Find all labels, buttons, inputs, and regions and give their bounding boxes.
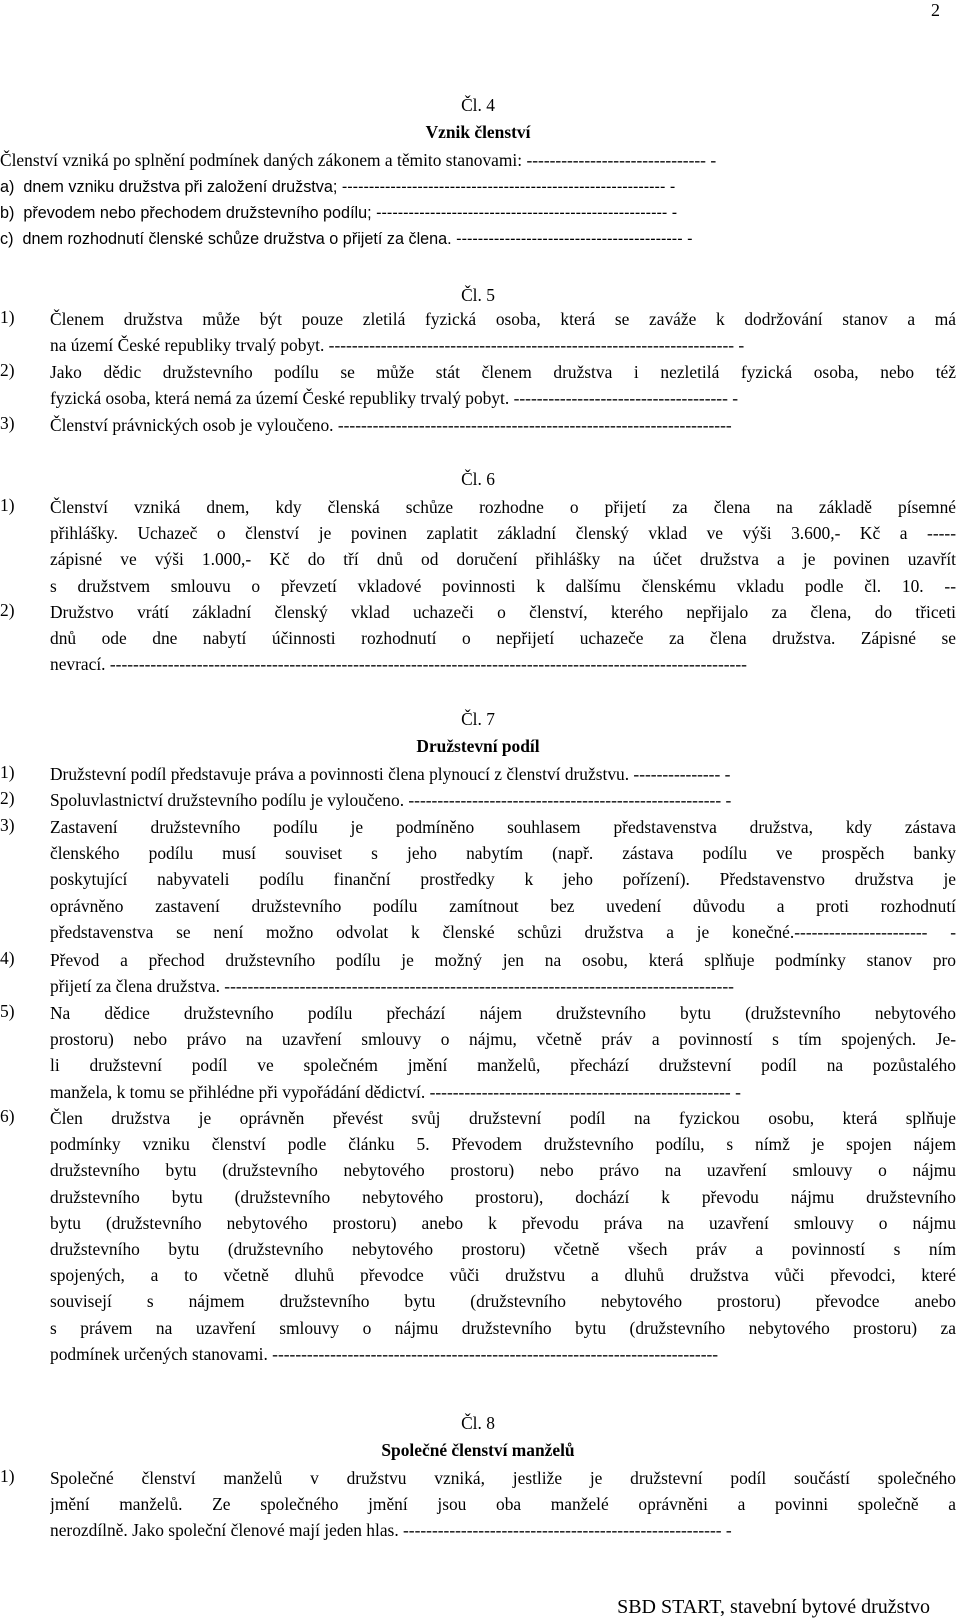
article-4-intro: Členství vzniká po splnění podmínek daných zákonem a těmito stanovami: ------------------------------- - — [0, 150, 717, 170]
article-4-item-b: b) převodem nebo přechodem družstevního podílu; ------------------------------------------------------ - — [0, 204, 678, 222]
document-page: 2 Čl. 4 Vznik členství Členství vzniká po splnění podmínek daných zákonem a těmito stanovami: ------------------------------- - a) dnem vzniku družstva při založení družstva; ------------------------------------------------------------ - b) převodem nebo přechodem družstevního podílu; ------------------------------------------------------ - c) dnem rozhodnutí členské schůze družstva o přijetí za člena. ------------------------------------------ - Čl. 5 1) Členem družstva může být pouze zletilá fyzická osoba, která se zaváže k dodržování stanov a má na území České republiky trvalý pobyt. ---------------------------------------------------------------------- - 2) Jako dědic družstevního podílu se může stát členem družstva i nezletilá fyzická osoba, nebo též fyzická osoba, která nemá za území České republiky trvalý pobyt. ------------------------------------- - 3) Členství právnických osob je vyloučeno. -------------------------------------------------------------------- Čl. 6 1) Členství vzniká dnem, kdy členská schůze rozhodne o přijetí za člena na základě písemné přihlášky. Uchazeč o členství je povinen zaplatit základní členský vklad ve výši 3.600,- Kč a ----- zápisné ve výši 1.000,- Kč do tří dnů od doručení přihlášky na účet družstva a je povinen uzavřít s družstvem smlouvu o převzetí vkladové povinnosti k dalšímu členskému vkladu podle čl. 10. -- 2) Družstvo vrátí základní členský vklad uchazeči o členství, kterého nepřijalo za člena, do třiceti dnů ode dne nabytí účinnosti rozhodnutí o nepřijetí uchazeče za člena družstva. Zápisné se nevrací. -------------------------------------------------------------------------------------------------------------- Čl. 7 Družstevní podíl 1) Družstevní podíl představuje práva a povinnosti člena plynoucí z členství družstvu. --------------- - 2) Spoluvlastnictví družstevního podílu je vyloučeno. ------------------------------------------------------ - 3) Zastavení družstevního podílu je podmíněno souhlasem představenstva družstva, kdy zástava členského podílu musí souviset s jeho nabytím (např. zástava podílu ve prospěch banky poskytující nabyvateli podílu finanční prostředky k jeho pořízení). Představenstvo družstva je oprávněno zastavení družstevního podílu zamítnout bez uvedení důvodu a proti rozhodnutí představenstva se není možno odvolat k členské schůzi družstva a je konečné.----------------------- - 4) Převod a přechod družstevního podílu je možný jen na osobu, která splňuje podmínky stanov pro přijetí za člena družstva. ---------------------------------------------------------------------------------------- 5) Na dědice družstevního podílu přechází nájem družstevního bytu (družstevního nebytového prostoru) nebo právo na uzavření smlouvy o nájmu, včetně práv a povinností s tím spojených. Je- li družstevní podíl ve společném jmění manželů, přechází družstevní podíl na pozůstalého manžela, k tomu se přihlédne při vypořádání dědictví. ---------------------------------------------------- - 6) Člen družstva je oprávněn převést svůj družstevní podíl na fyzickou osobu, která splňuje podmínky vzniku členství podle článku 5. Převodem družstevního podílu, s nímž je spojen nájem družstevního bytu (družstevního nebytového prostoru) nebo právo na uzavření smlouvy o nájmu družstevního bytu (družstevního nebytového prostoru), dochází k převodu nájmu družstevního bytu (družstevního nebytového prostoru) anebo k převodu práva na uzavření smlouvy o nájmu družstevního bytu (družstevního nebytového prostoru) včetně všech práv a povinností s ním spojených, a to včetně dluhů převodce vůči družstvu a dluhů družstva vůči převodci, které souvisejí s nájmem družstevního bytu (družstevního nebytového prostoru) převodce anebo s právem na uzavření smlouvy o nájmu družstevního bytu (družstevního nebytového prostoru) za podmínek určených stanovami. ----------------------------------------------------------------------------- Čl. 8 Společné členství manželů 1) Společné členství manželů v družstvu vzniká, jestliže je družstevní podíl součástí společného jmění manželů. Ze společného jmění jsou oba manželé oprávněni a povinni společně a nerozdílně. Jako společní členové mají jeden hlas. ------------------------------------------------------- - SBD START, stavební bytové družstvo — [0, 0, 956, 1618]
article-5-number: Čl. 5 — [461, 285, 495, 305]
article-6-number: Čl. 6 — [461, 469, 495, 489]
article-4-item-c: c) dnem rozhodnutí členské schůze družstva o přijetí za člena. ------------------------------------------ - — [0, 230, 693, 248]
footer-organization: SBD START, stavební bytové družstvo — [617, 1596, 930, 1618]
article-4-number: Čl. 4 — [461, 95, 495, 115]
page-number: 2 — [931, 0, 940, 20]
article-7-number: Čl. 7 — [461, 709, 495, 729]
article-8-title: Společné členství manželů — [381, 1440, 575, 1460]
article-7-title: Družstevní podíl — [416, 736, 540, 756]
article-4-item-a: a) dnem vzniku družstva při založení družstva; ------------------------------------------------------------ - — [0, 178, 676, 196]
article-8-number: Čl. 8 — [461, 1413, 495, 1433]
article-4-title: Vznik členství — [425, 122, 531, 142]
